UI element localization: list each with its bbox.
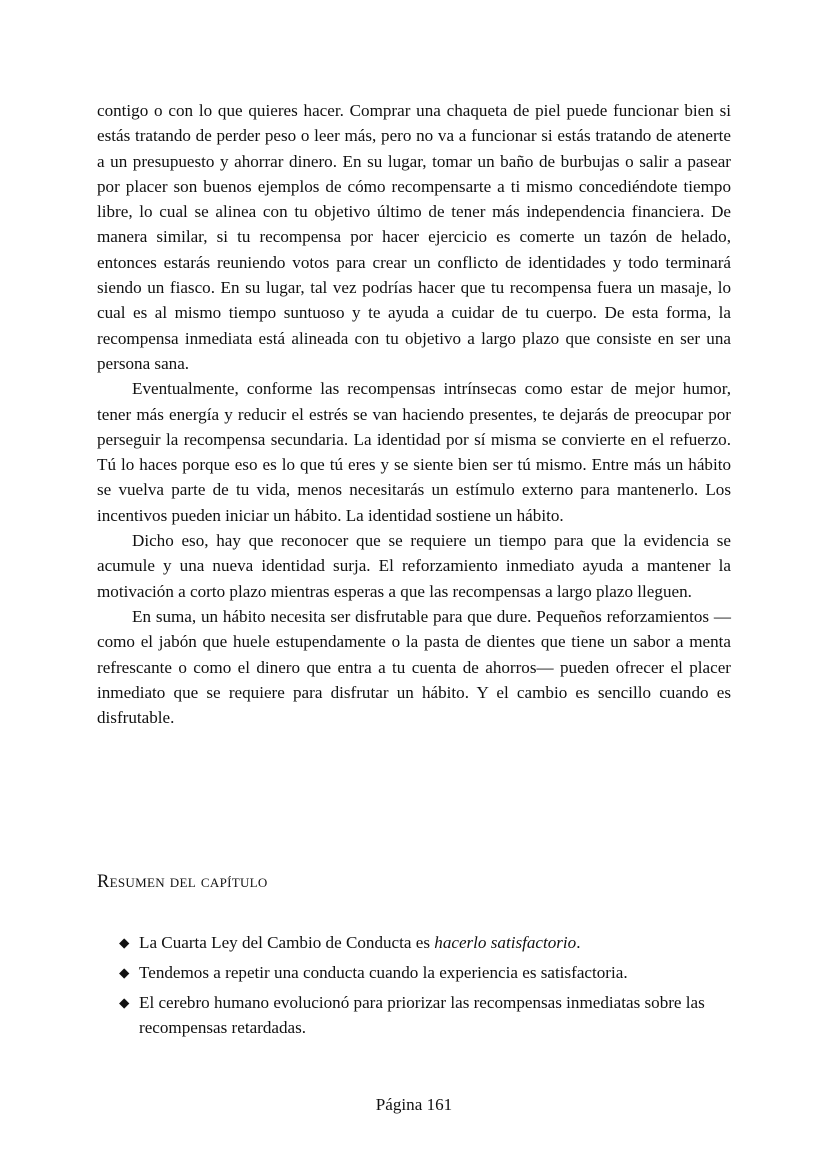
diamond-bullet-icon: ◆ <box>119 964 130 980</box>
list-item-text-lead: La Cuarta Ley del Cambio de Conducta es <box>139 933 435 952</box>
body-text-column <box>97 98 731 730</box>
paragraph: Dicho eso, hay que reconocer que se requiere un tiempo para que la evidencia se acumule y una nueva identidad surja. El reforzamiento inmediato ayuda a mantener la motivación a corto plazo mientras esperas a que las recompensas a largo plazo lleguen. <box>97 531 731 601</box>
list-item-text: Tendemos a repetir una conducta cuando la experiencia es satisfactoria. <box>139 962 628 982</box>
page-footer: Página 161 <box>375 1095 453 1114</box>
paragraph: En suma, un hábito necesita ser disfrutable para que dure. Pequeños reforzamientos —como el jabón que huele estupendamente o la pasta de dientes que tiene un sabor a menta refrescante o como el dinero que entra a tu cuenta de ahorros— pueden ofrecer el placer inmediato que se requiere para disfrutar un hábito. Y el cambio es sencillo cuando es disfrutable. <box>97 606 731 728</box>
list-item-text <box>139 933 581 952</box>
list-item-text-tail: . <box>576 933 581 952</box>
list-item <box>119 960 731 985</box>
chapter-summary-list <box>119 930 731 1045</box>
paragraph: contigo o con lo que quieres hacer. Comprar una chaqueta de piel puede funcionar bien si estás tratando de perder peso o leer más, pero no va a funcionar si estás tratando de atenerte a un presupuesto y ahorrar dinero. En su lugar, tomar un baño de burbujas o salir a pasear por placer son buenos ejemplos de cómo recompensarte a ti mismo concediéndote tiempo libre, lo cual se alinea con tu objetivo último de tener más independencia financiera. De manera similar, si tu recompensa por hacer ejercicio es comerte un tazón de helado, entonces estarás reuniendo votos para crear un conflicto de identidades y todo terminará siendo un fiasco. En su lugar, tal vez podrías hacer que tu recompensa fuera un masaje, lo cual es al mismo tiempo suntuoso y te ayuda a cuidar de tu cuerpo. De esta forma, la recompensa inmediata está alineada con tu objetivo a largo plazo que consiste en ser una persona sana. <box>97 101 731 373</box>
list-item-text: El cerebro humano evolucionó para priorizar las recompensas inmediatas sobre las recompensas retardadas. <box>139 992 705 1037</box>
list-item <box>119 990 731 1041</box>
list-item <box>119 930 731 955</box>
diamond-bullet-icon: ◆ <box>119 994 130 1010</box>
section-heading: Resumen del capítulo <box>97 872 268 892</box>
paragraph: Eventualmente, conforme las recompensas intrínsecas como estar de mejor humor, tener más energía y reducir el estrés se van haciendo presentes, te dejarás de preocupar por perseguir la recompensa secundaria. La identidad por sí misma se convierte en el refuerzo. Tú lo haces porque eso es lo que tú eres y se siente bien ser tú mismo. Entre más un hábito se vuelva parte de tu vida, menos necesitarás un estímulo externo para mantenerlo. Los incentivos pueden iniciar un hábito. La identidad sostiene un hábito. <box>97 379 731 525</box>
list-item-emphasis: hacerlo satisfactorio <box>434 933 577 952</box>
diamond-bullet-icon: ◆ <box>119 935 130 950</box>
